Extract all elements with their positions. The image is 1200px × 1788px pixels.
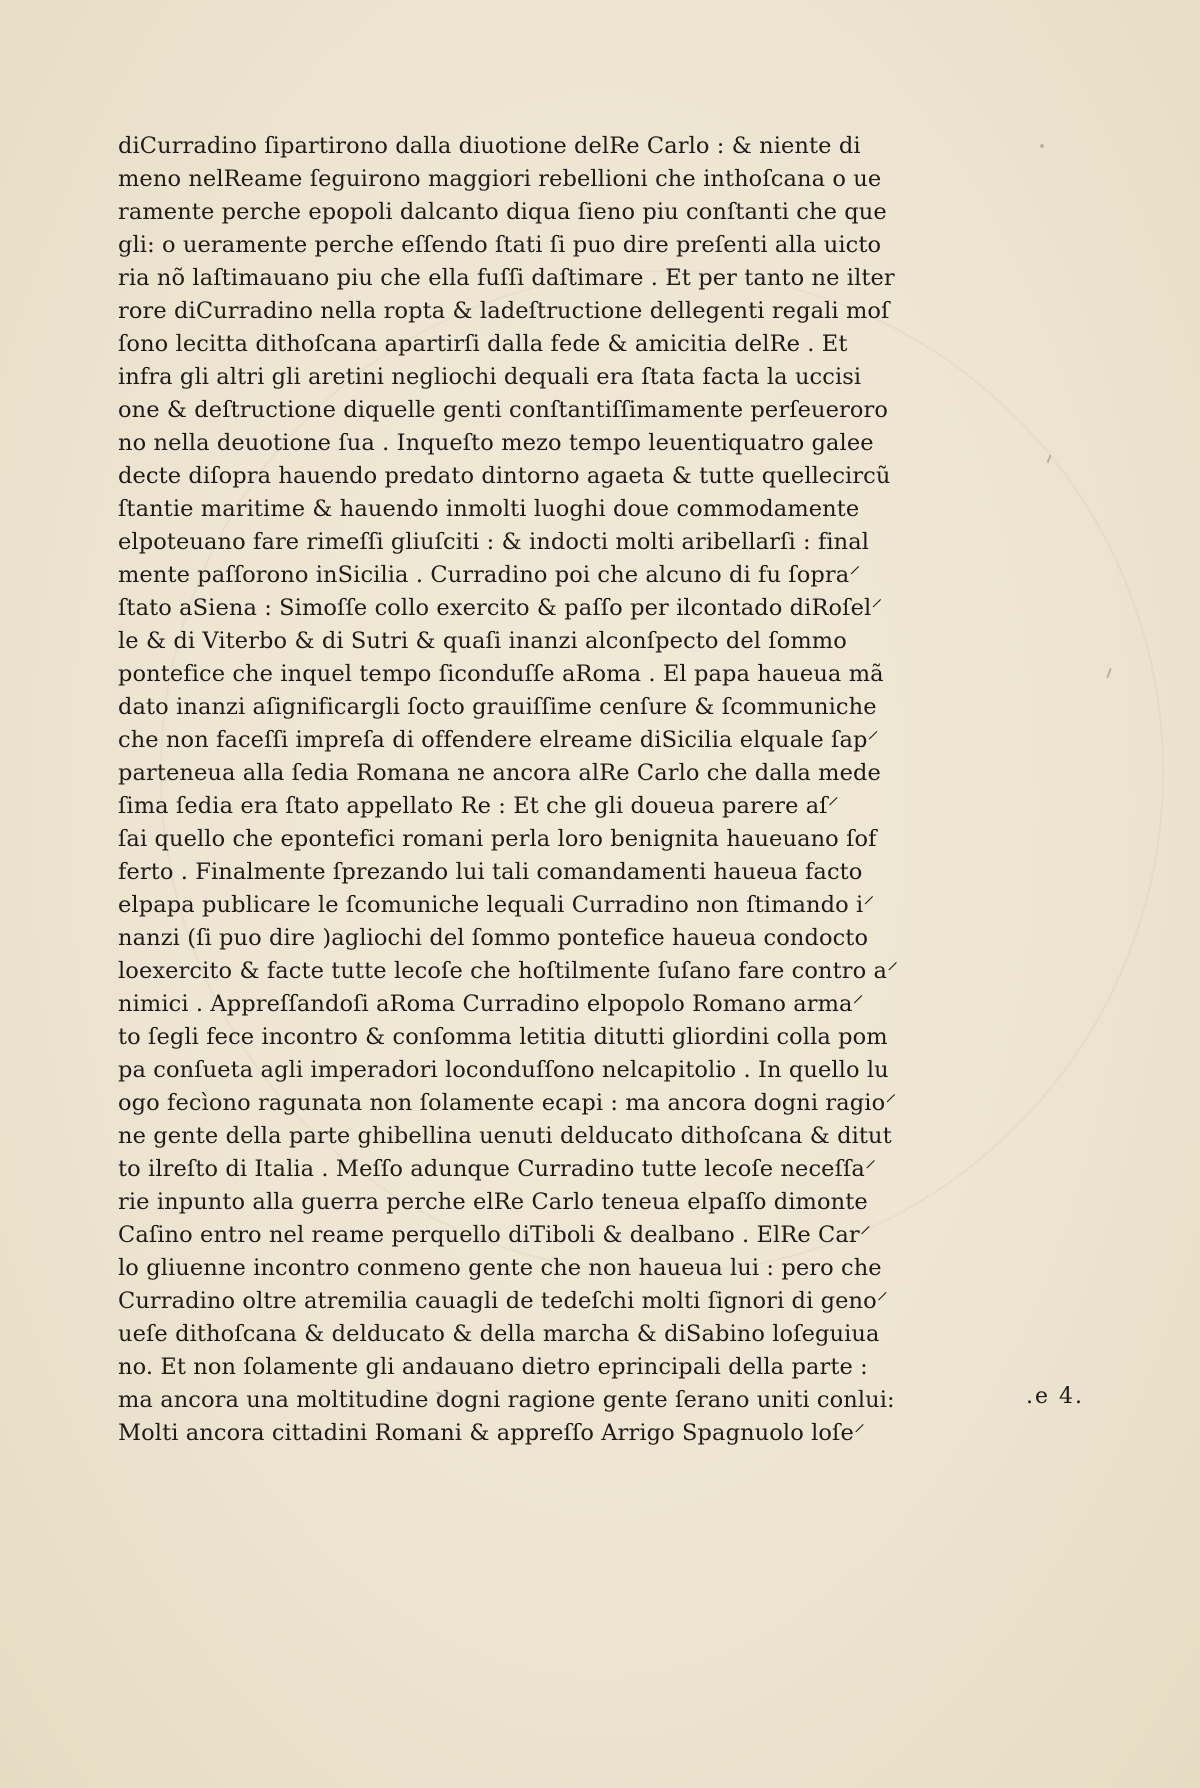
text-line: ma ancora una moltitudine dogni ragione gente ſerano uniti conlui: <box>118 1387 895 1413</box>
text-line: ſima ſedia era ſtato appellato Re : Et che gli doueua parere aſ⸍ <box>118 793 840 819</box>
text-line: ramente perche epopoli dalcanto diqua ſieno piu conſtanti che que <box>118 199 887 225</box>
text-line: ogo fecìono ragunata non ſolamente ecapi : ma ancora dogni ragio⸍ <box>118 1090 897 1116</box>
text-line: lo gliuenne incontro conmeno gente che non haueua lui : pero che <box>118 1255 882 1281</box>
text-line: rie inpunto alla guerra perche elRe Carlo teneua elpaſſo dimonte <box>118 1189 868 1215</box>
text-line: Caſino entro nel reame perquello diTiboli & dealbano . ElRe Car⸍ <box>118 1222 872 1248</box>
text-line: ne gente della parte ghibellina uenuti delducato dithoſcana & ditut <box>118 1123 892 1149</box>
text-line: meno nelReame ſeguirono maggiori rebellioni che inthoſcana o ue <box>118 166 882 192</box>
text-line: dato inanzi aſignificargli ſocto grauiſſime cenſure & ſcommuniche <box>118 694 877 720</box>
text-line: gli: o ueramente perche eſſendo ſtati ſi puo dire preſenti alla uicto <box>118 232 882 258</box>
text-line: ſono lecitta dithoſcana apartirſi dalla fede & amicitia delRe . Et <box>118 331 848 357</box>
text-line: ſai quello che epontefici romani perla loro benignita haueuano ſof <box>118 826 877 852</box>
text-line: ria nõ laſtimauano piu che ella fuſſi daſtimare . Et per tanto ne ilter <box>118 265 895 291</box>
text-line: decte diſopra hauendo predato dintorno agaeta & tutte quellecircũ <box>118 463 891 489</box>
text-line: no. Et non ſolamente gli andauano dietro eprincipali della parte : <box>118 1354 868 1380</box>
text-line: ferto . Finalmente ſprezando lui tali comandamenti haueua facto <box>118 859 863 885</box>
text-line: nanzi (ſi puo dire )agliochi del ſommo pontefice haueua condocto <box>118 925 869 951</box>
text-line: no nella deuotione ſua . Inqueſto mezo tempo leuentiquatro galee <box>118 430 874 456</box>
text-block <box>118 130 1118 1450</box>
text-line: diCurradino ſipartirono dalla diuotione delRe Carlo : & niente di <box>118 133 861 159</box>
text-line: one & deſtructione diquelle genti conſtantiſſimamente perſeueroro <box>118 397 889 423</box>
text-line: pontefice che inquel tempo ſiconduſſe aRoma . El papa haueua mã <box>118 661 884 687</box>
text-line: to ſegli fece incontro & conſomma letitia ditutti gliordini colla pom <box>118 1024 888 1050</box>
text-line: Molti ancora cittadini Romani & appreſſo Arrigo Spagnuolo loſe⸍ <box>118 1420 866 1446</box>
text-line: ſtantie maritime & hauendo inmolti luoghi doue commodamente <box>118 496 860 522</box>
text-line: che non faceſſi impreſa di offendere elreame diSicilia elquale ſap⸍ <box>118 727 879 753</box>
text-line: loexercito & facte tutte lecoſe che hoſtilmente ſuſano fare contro a⸍ <box>118 958 899 984</box>
text-line: le & di Viterbo & di Sutri & quaſi inanzi alconſpecto del ſommo <box>118 628 847 654</box>
text-line: parteneua alla ſedia Romana ne ancora alRe Carlo che dalla mede <box>118 760 881 786</box>
text-line: Curradino oltre atremilia cauagli de tedeſchi molti ſignori di geno⸍ <box>118 1288 889 1314</box>
text-line: rore diCurradino nella ropta & ladeſtructione dellegenti regali moſ <box>118 298 890 324</box>
text-line: mente paſſorono inSicilia . Curradino poi che alcuno di fu ſopra⸍ <box>118 562 861 588</box>
text-line: pa conſueta agli imperadori loconduſſono nelcapitolio . In quello lu <box>118 1057 889 1083</box>
text-line: ſtato aSiena : Simoſſe collo exercito & paſſo per ilcontado diRoſel⸍ <box>118 595 883 621</box>
text-line: elpapa publicare le ſcomuniche lequali Curradino non ſtimando i⸍ <box>118 892 875 918</box>
text-line: elpoteuano fare rimeſſi gliuſciti : & indocti molti aribellarſi : final <box>118 529 870 555</box>
text-line: infra gli altri gli aretini negliochi dequali era ſtata facta la uccisi <box>118 364 862 390</box>
text-line: nimici . Appreſſandoſi aRoma Curradino elpopolo Romano arma⸍ <box>118 991 864 1017</box>
text-line: to ilreſto di Italia . Meſſo adunque Curradino tutte lecoſe neceſſa⸍ <box>118 1156 877 1182</box>
text-line: ueſe dithoſcana & delducato & della marcha & diSabino loſeguiua <box>118 1321 880 1347</box>
signature-mark: .e 4. <box>1026 1384 1084 1409</box>
